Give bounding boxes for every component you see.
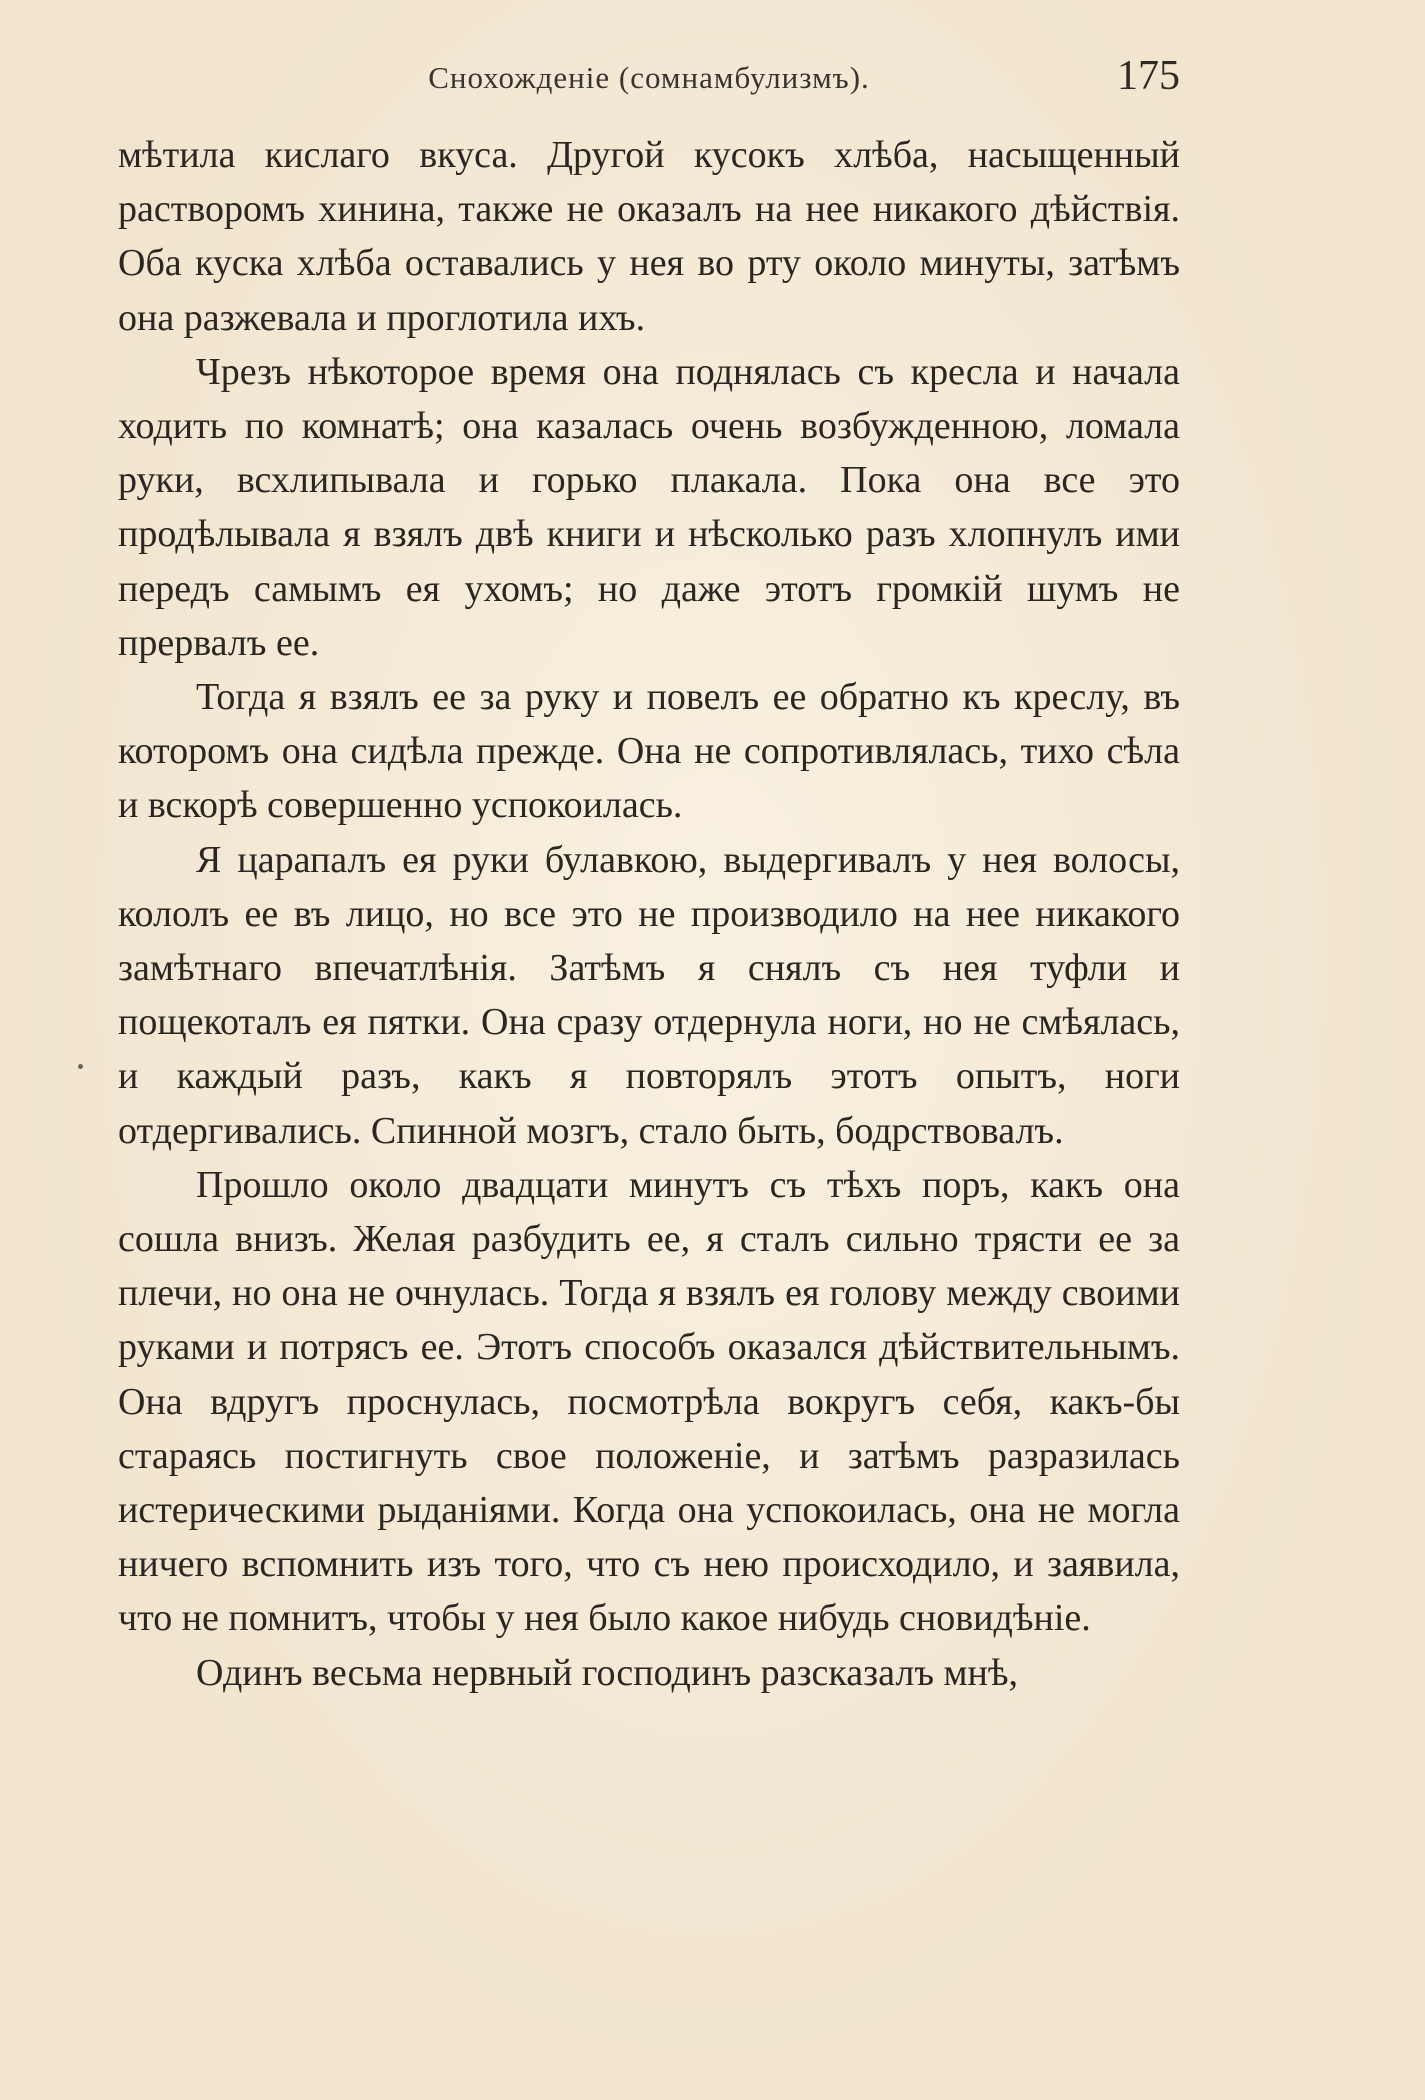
body-text (118, 128, 1180, 1700)
page-number: 175 (1117, 53, 1180, 99)
running-title: Снохожденіе (сомнамбулизмъ). (428, 60, 870, 95)
paragraph: Чрезъ нѣкоторое время она поднялась съ кресла и начала ходить по комнатѣ; она казалась очень возбужденною, ломала руки, всхлипывала и горько плакала. Пока она все это продѣлывала я взялъ двѣ книги и нѣсколько разъ хлопнулъ ими передъ самымъ ея ухомъ; но даже этотъ громкій шумъ не прервалъ ее. (118, 350, 1180, 664)
stray-ink-dot (78, 1064, 83, 1069)
paragraph: Тогда я взялъ ее за руку и повелъ ее обратно къ креслу, въ которомъ она сидѣла прежде. Она не сопротивлялась, тихо сѣла и вскорѣ совершенно успокоилась. (118, 676, 1180, 827)
paragraph: Прошло около двадцати минутъ съ тѣхъ поръ, какъ она сошла внизъ. Желая разбудить ее, я сталъ сильно трясти ее за плечи, но она не очнулась. Тогда я взялъ ея голову между своими руками и потрясъ ее. Этотъ способъ оказался дѣйствительнымъ. Она вдругъ проснулась, посмотрѣла вокругъ себя, какъ-бы стараясь постигнуть свое положеніе, и затѣмъ разразилась истерическими рыданіями. Когда она успокоилась, она не могла ничего вспомнить изъ того, что съ нею происходило, и заявила, что не помнитъ, чтобы у нея было какое нибудь сновидѣніе. (118, 1163, 1180, 1640)
paragraph: Я царапалъ ея руки булавкою, выдергивалъ у нея волосы, кололъ ее въ лицо, но все это не производило на нее никакого замѣтнаго впечатлѣнія. Затѣмъ я снялъ съ нея туфли и пощекоталъ ея пятки. Она сразу отдернула ноги, но не смѣялась, и каждый разъ, какъ я повторялъ этотъ опытъ, ноги отдергивались. Спинной мозгъ, стало быть, бодрствовалъ. (118, 838, 1180, 1152)
paragraph-last: Одинъ весьма нервный господинъ разсказалъ мнѣ, (196, 1651, 1019, 1694)
paragraph-continued: мѣтила кислаго вкуса. Другой кусокъ хлѣба, насыщенный растворомъ хинина, также не оказалъ на нее никакого дѣйствія. Оба куска хлѣба оставались у нея во рту около минуты, затѣмъ она разжевала и проглотила ихъ. (118, 134, 1180, 339)
page-header (118, 53, 1180, 102)
